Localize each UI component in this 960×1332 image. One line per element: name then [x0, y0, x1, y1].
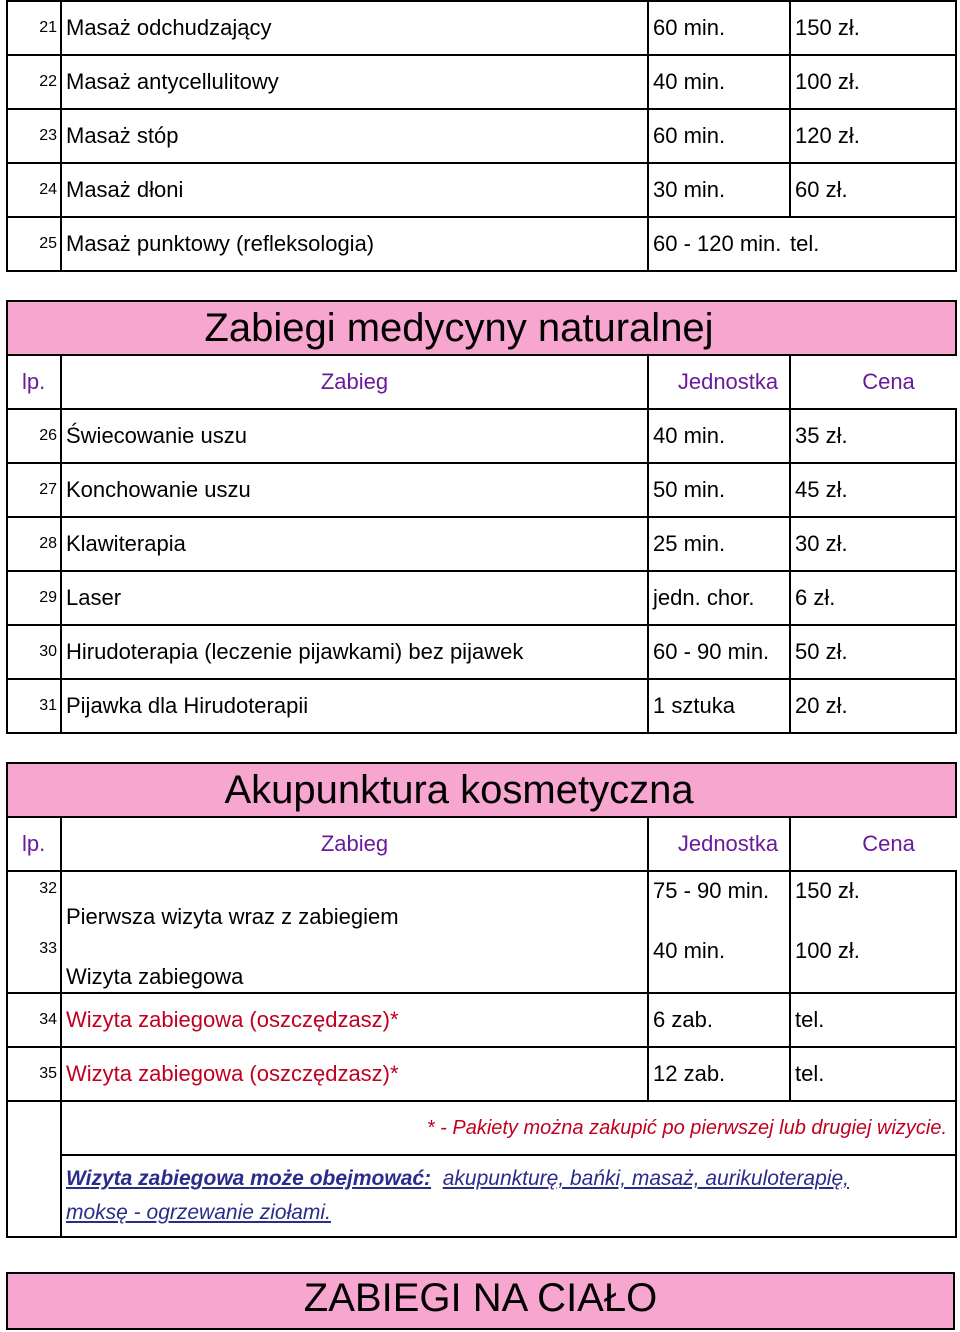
header-unit: Jednostka — [648, 817, 790, 871]
package-note: * - Pakiety można zakupić po pierwszej lub drugiej wizycie. — [61, 1101, 956, 1155]
acupuncture-table — [6, 762, 957, 1238]
table-row — [7, 109, 956, 163]
treatment-name: Masaż punktowy (refleksologia) — [61, 217, 648, 271]
treatment-price: 150 zł. — [790, 871, 908, 932]
section-title: Akupunktura kosmetyczna — [7, 763, 956, 817]
treatment-unit: 40 min. — [648, 409, 790, 463]
visit-info-line2: moksę - ogrzewanie ziołami. — [66, 1201, 331, 1224]
table-header-row — [7, 355, 956, 409]
table-row — [7, 679, 956, 733]
row-number: 32 — [7, 871, 61, 932]
table-row — [7, 625, 956, 679]
header-price: Cena — [790, 817, 956, 871]
treatment-price: 45 zł. — [790, 463, 908, 517]
treatment-unit: 1 sztuka — [648, 679, 790, 733]
header-unit: Jednostka — [648, 355, 790, 409]
treatment-unit: 6 zab. — [648, 993, 790, 1047]
treatment-name: Wizyta zabiegowa — [61, 932, 648, 993]
treatment-name: Pierwsza wizyta wraz z zabiegiem — [61, 871, 648, 932]
table-row — [7, 55, 956, 109]
section-title: Zabiegi medycyny naturalnej — [7, 301, 956, 355]
table-row — [7, 463, 956, 517]
row-number: 26 — [7, 409, 61, 463]
treatment-price: 150 zł. — [790, 1, 908, 55]
row-number: 21 — [7, 1, 61, 55]
table-row — [7, 409, 956, 463]
treatment-name: Masaż dłoni — [61, 163, 648, 217]
row-number: 28 — [7, 517, 61, 571]
treatment-price: 35 zł. — [790, 409, 908, 463]
treatment-unit: 75 - 90 min. — [648, 871, 790, 932]
section-title: ZABIEGI NA CIAŁO — [303, 1276, 658, 1320]
treatment-price: 50 zł. — [790, 625, 908, 679]
note-row — [7, 1101, 956, 1155]
visit-info-line1: akupunkturę, bańki, masaż, aurikuloterapię, — [442, 1167, 849, 1190]
row-number: 23 — [7, 109, 61, 163]
treatment-unit: 60 min. — [648, 109, 790, 163]
row-number: 27 — [7, 463, 61, 517]
treatment-unit: jedn. chor. — [648, 571, 790, 625]
row-number: 30 — [7, 625, 61, 679]
treatment-price: 100 zł. — [790, 932, 908, 993]
treatment-unit: 12 zab. — [648, 1047, 790, 1101]
treatment-name: Masaż odchudzający — [61, 1, 648, 55]
section-title-row — [7, 763, 956, 817]
visit-info-label: Wizyta zabiegowa może obejmować: — [66, 1167, 432, 1190]
section-title-row — [7, 301, 956, 355]
treatment-unit: 60 min. — [648, 1, 790, 55]
table-row — [7, 517, 956, 571]
treatment-price: 100 zł. — [790, 55, 908, 109]
treatment-price: 6 zł. — [790, 571, 908, 625]
treatment-price: tel. — [790, 993, 908, 1047]
treatment-name: Masaż antycellulitowy — [61, 55, 648, 109]
treatment-unit: 60 - 120 min. — [648, 217, 790, 271]
treatment-name: Laser — [61, 571, 648, 625]
row-number: 24 — [7, 163, 61, 217]
treatment-unit: 50 min. — [648, 463, 790, 517]
table-row — [7, 993, 956, 1047]
row-number: 34 — [7, 993, 61, 1047]
table-row — [7, 1, 956, 55]
row-number: 35 — [7, 1047, 61, 1101]
treatment-unit: 40 min. — [648, 932, 790, 993]
table-row — [7, 932, 956, 993]
treatment-price: 120 zł. — [790, 109, 908, 163]
row-number: 31 — [7, 679, 61, 733]
treatment-name: Hirudoterapia (leczenie pijawkami) bez pijawek — [61, 625, 648, 679]
treatment-unit: 30 min. — [648, 163, 790, 217]
treatment-name: Klawiterapia — [61, 517, 648, 571]
treatment-unit: 40 min. — [648, 55, 790, 109]
treatment-name: Wizyta zabiegowa (oszczędzasz)* — [61, 993, 648, 1047]
row-number: 22 — [7, 55, 61, 109]
row-number: 25 — [7, 217, 61, 271]
treatment-price: tel. — [790, 217, 908, 271]
treatment-unit: 60 - 90 min. — [648, 625, 790, 679]
row-number: 29 — [7, 571, 61, 625]
info-row — [7, 1155, 956, 1237]
header-name: Zabieg — [61, 355, 648, 409]
treatment-price: 30 zł. — [790, 517, 908, 571]
treatment-price: 20 zł. — [790, 679, 908, 733]
treatment-price: 60 zł. — [790, 163, 908, 217]
massage-table — [6, 0, 957, 272]
header-lp: lp. — [7, 817, 61, 871]
table-row — [7, 1047, 956, 1101]
table-row — [7, 871, 956, 932]
header-lp: lp. — [7, 355, 61, 409]
table-row — [7, 571, 956, 625]
body-treatments-banner — [6, 1272, 955, 1330]
treatment-price: tel. — [790, 1047, 908, 1101]
table-row — [7, 217, 956, 271]
treatment-name: Świecowanie uszu — [61, 409, 648, 463]
header-name: Zabieg — [61, 817, 648, 871]
table-row — [7, 163, 956, 217]
visit-info — [61, 1155, 956, 1237]
table-header-row — [7, 817, 956, 871]
treatment-name: Masaż stóp — [61, 109, 648, 163]
treatment-unit: 25 min. — [648, 517, 790, 571]
treatment-name: Konchowanie uszu — [61, 463, 648, 517]
treatment-name: Wizyta zabiegowa (oszczędzasz)* — [61, 1047, 648, 1101]
row-number: 33 — [7, 932, 61, 993]
natural-medicine-table — [6, 300, 957, 734]
header-price: Cena — [790, 355, 956, 409]
treatment-name: Pijawka dla Hirudoterapii — [61, 679, 648, 733]
